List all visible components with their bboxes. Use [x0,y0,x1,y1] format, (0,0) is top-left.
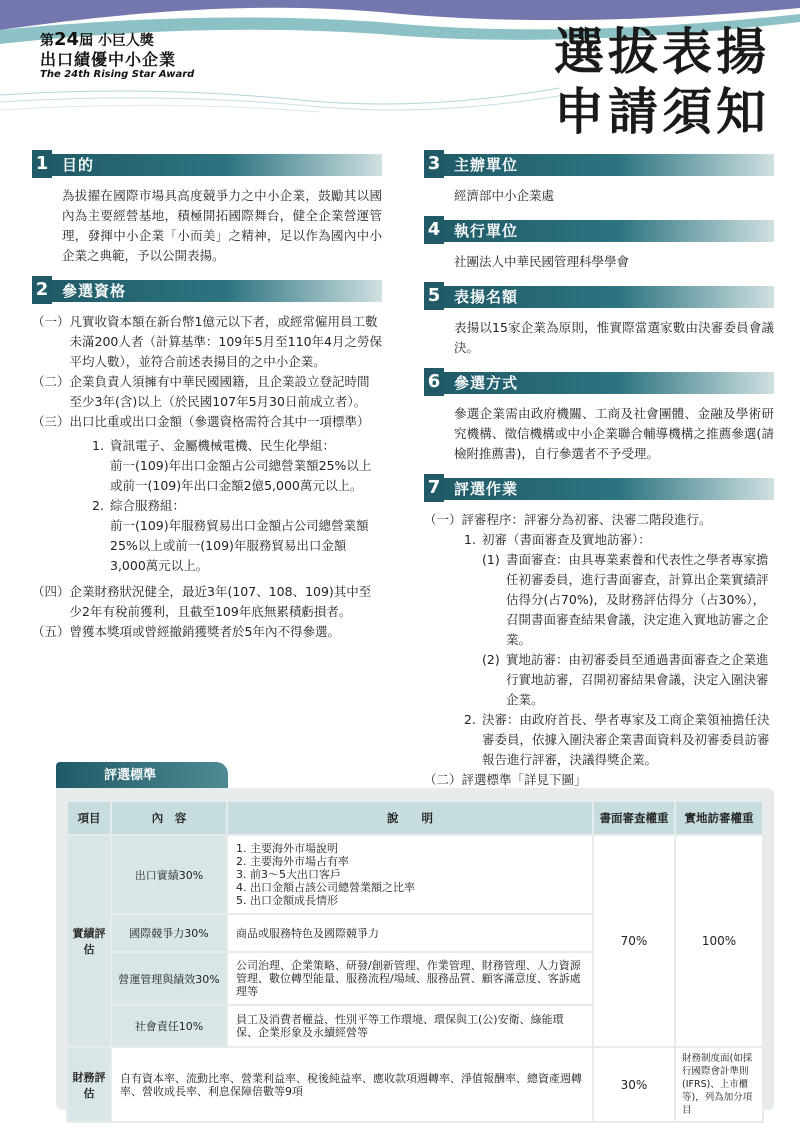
organizer-text: 經濟部中小企業處 [454,188,555,203]
section-header [424,474,774,502]
row-desc: 員工及消費者權益、性別平等工作環境、環保與工(公)安衛、綠能環保、企業形象及永續經營等 [227,1005,593,1047]
row-desc: 商品或服務特色及國際競爭力 [227,914,593,952]
section-number: 6 [424,368,444,396]
section-header [424,216,774,244]
logo-edition-prefix: 第 [40,33,54,49]
right-column [424,150,774,800]
eligibility-subitem-text: 前一(109)年服務貿易出口金額占公司總營業額25%以上或前一(109)年服務貿易出口金額3,000萬元以上。 [110,518,369,573]
selection-subitem: 2. 決審：由政府首長、學者專家及工商企業領袖擔任決審委員，依據入圍決審企業書面資料及初審委員訪審報告進行評審，決議得獎企業。 [464,712,770,767]
logo-edition-num: 24 [54,29,80,50]
section-title: 目的 [62,156,95,174]
row-content: 營運管理與績效30% [111,952,227,1005]
group1-weight-visit: 100% [675,835,763,1047]
col-header-w2: 實地訪審權重 [675,801,763,835]
col-header-w1: 書面審查權重 [593,801,675,835]
section-eligibility [32,276,382,642]
col-header-proj: 項目 [67,801,111,835]
section-title: 執行單位 [454,222,519,240]
group-performance: 實績評估 [67,835,111,1047]
award-logo [40,30,194,81]
row-content: 出口實績30% [111,835,227,914]
eligibility-item: （三） 出口比重或出口金額（參選資格需符合其中一項標準） [32,414,370,429]
section-method [424,368,774,464]
section-number: 5 [424,282,444,310]
executor-text: 社團法人中華民國管理科學學會 [454,254,630,269]
section-number: 7 [424,474,444,502]
col-header-desc: 說 明 [227,801,593,835]
table-row [67,835,763,914]
section-number: 1 [32,150,52,178]
logo-line2: 出口績優中小企業 [40,49,177,69]
section-header [424,282,774,310]
eligibility-subitem-text: 前一(109)年出口金額占公司總營業額25%以上或前一(109)年出口金額2億5,000萬元以上。 [110,458,372,493]
eligibility-subitem: 2. 綜合服務組： [92,498,186,513]
left-column [32,150,382,652]
section-executor [424,216,774,272]
section-number: 3 [424,150,444,178]
eligibility-item: （四） 企業財務狀況健全，最近3年(107、108、109)其中至少2年有稅前獲利，且截至109年底無累積虧損者。 [32,584,372,619]
table-header-row [67,801,763,835]
col-header-content: 內 容 [111,801,227,835]
quota-text: 表揚以15家企業為原則，惟實際當選家數由決審委員會議決。 [454,320,774,355]
row-content: 社會責任10% [111,1005,227,1047]
section-number: 2 [32,276,52,304]
section-number: 4 [424,216,444,244]
table-row [67,1047,763,1122]
row-desc: 公司治理、企業策略、研發/創新管理、作業管理、財務管理、人力資源管理、數位轉型能量、服務流程/場域、服務品質、顧客滿意度、客訴處理等 [227,952,593,1005]
purpose-text: 為拔擢在國際市場具高度競爭力之中小企業，鼓勵其以國內為主要經營基地，積極開拓國際舞台，健全企業營運管理，發揮中小企業「小而美」之精神，足以作為國內中小企業之典範，予以公開表揚。 [62,188,382,263]
section-title: 表揚名額 [454,288,519,306]
selection-subsubitem: (1) 書面審查：由具專業素養和代表性之學者專家擔任初審委員，進行書面審查，計算出企業實績評估得分(占70%)，及財務評估得分（占30%），召開書面審查結果會議，決定進入實地訪審之企業。 [482,552,769,647]
section-purpose [32,150,382,266]
logo-edition-suffix: 屆 [79,33,94,49]
group2-note: 財務制度面(如採行國際會計準則(IFRS)、上市櫃等)，列為加分項目 [675,1047,763,1122]
section-header [32,150,382,178]
page-title-line1: 選拔表揚 [554,23,770,81]
row-desc: 自有資本率、流動比率、營業利益率、稅後純益率、應收款項週轉率、淨值報酬率、總資產週轉率、營收成長率、利息保障倍數等9項 [111,1047,593,1122]
section-header [32,276,382,304]
page-title-line2: 申請須知 [554,83,770,141]
section-header [424,368,774,396]
eligibility-item: （二） 企業負責人須擁有中華民國國籍，且企業設立登記時間至少3年(含)以上（於民國107年5月30日前成立者）。 [32,374,370,409]
group2-weight-written: 30% [593,1047,675,1122]
row-desc: 1. 主要海外市場說明 2. 主要海外市場占有率 3. 前3～5大出口客戶 4. 出口金額占該公司總營業額之比率 5. 出口金額成長情形 [227,835,593,914]
section-organizer [424,150,774,206]
eligibility-item: （一） 凡實收資本額在新台幣1億元以下者，或經常僱用員工數未滿200人者（計算基準：109年5月至110年4月之勞保平均人數），並符合前述表揚目的之中小企業。 [32,314,382,369]
row-content: 國際競爭力30% [111,914,227,952]
section-selection [424,474,774,790]
method-text: 參選企業需由政府機關、工商及社會團體、金融及學術研究機構、徵信機構或中小企業聯合輔導機構之推薦參選(請檢附推薦書)，自行參選者不予受理。 [454,406,774,461]
page-title [554,22,770,142]
eligibility-item: （五） 曾獲本獎項或曾經撤銷獲獎者於5年內不得參選。 [32,624,340,639]
criteria-table [66,800,764,1123]
criteria-tab: 評選標準 [56,762,228,790]
group1-weight-written: 70% [593,835,675,1047]
logo-line3: The 24th Rising Star Award [40,69,195,81]
selection-item: （二） 評選標準「詳見下圖」 [424,772,587,787]
section-title: 評選作業 [454,480,519,498]
logo-line1: 小巨人獎 [97,33,154,49]
selection-item: （一） 評審程序：評審分為初審、決審二階段進行。 [424,512,712,527]
eligibility-subitem: 1. 資訊電子、金屬機械電機、民生化學組： [92,438,336,453]
section-quota [424,282,774,358]
section-header [424,150,774,178]
selection-subitem: 1. 初審（書面審查及實地訪審）： [464,532,651,547]
group-financial: 財務評估 [67,1047,111,1122]
section-title: 參選方式 [454,374,519,392]
section-title: 主辦單位 [454,156,519,174]
section-title: 參選資格 [62,282,127,300]
selection-subsubitem: (2) 實地訪審：由初審委員至通過書面審查之企業進行實地訪審，召開初審結果會議，決定入圍決審企業。 [482,652,769,707]
